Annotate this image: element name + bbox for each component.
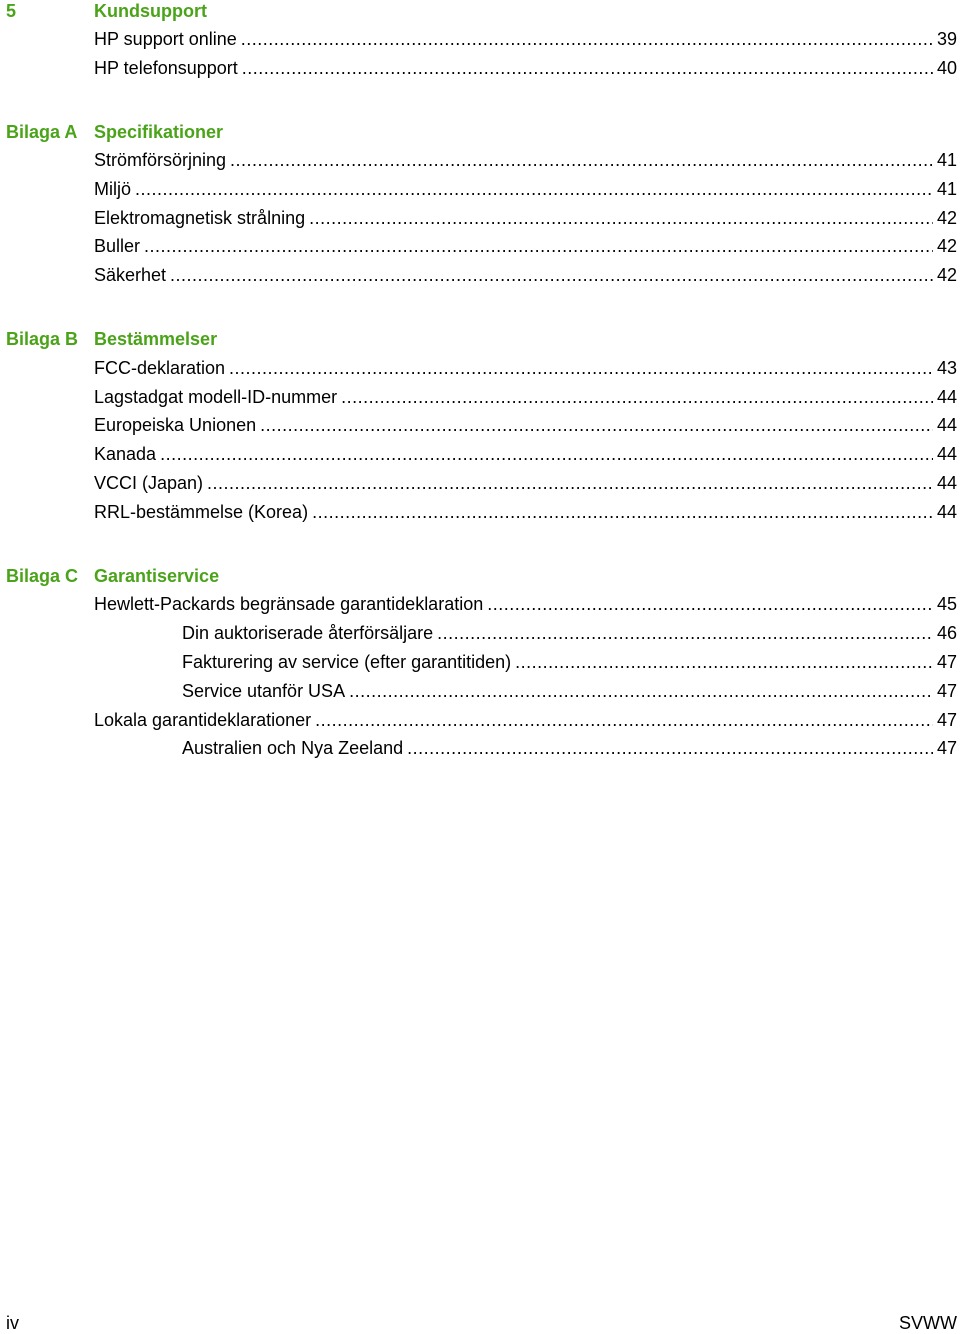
section-title: Garantiservice (94, 566, 220, 586)
toc-entry-label: HP telefonsupport (94, 58, 238, 78)
toc-entry[interactable] (94, 264, 957, 286)
toc-entry[interactable] (94, 709, 957, 731)
dot-leader (515, 651, 933, 673)
dot-leader (487, 593, 933, 615)
toc-entry-label: HP support online (94, 29, 237, 49)
toc-subentry[interactable] (182, 680, 957, 702)
dot-leader (260, 414, 933, 436)
footer-doc-id: SVWW (899, 1313, 957, 1333)
toc-entry[interactable] (94, 386, 957, 408)
section-heading[interactable] (6, 328, 218, 350)
toc-entry[interactable] (94, 28, 957, 50)
toc-entry-label: RRL-bestämmelse (Korea) (94, 502, 309, 522)
section-title: Bestämmelser (94, 329, 218, 349)
toc-subentry[interactable] (182, 622, 957, 644)
footer-page-number: iv (6, 1313, 19, 1333)
toc-entry-label: Kanada (94, 444, 157, 464)
toc-entry-page: 44 (936, 473, 957, 493)
toc-entry-page: 39 (936, 29, 957, 49)
toc-entry-label: Strömförsörjning (94, 150, 227, 170)
toc-entry-page: 47 (936, 710, 957, 730)
section-heading[interactable] (6, 121, 224, 143)
section-heading[interactable] (6, 0, 207, 22)
dot-leader (144, 235, 933, 257)
section-number: Bilaga C (6, 566, 79, 586)
toc-entry-label: Miljö (94, 179, 132, 199)
toc-entry-page: 43 (936, 358, 957, 378)
toc-subentry[interactable] (182, 651, 957, 673)
section-number: Bilaga B (6, 329, 79, 349)
toc-entry-label: Fakturering av service (efter garantitiden) (182, 652, 512, 672)
toc-entry-label: Australien och Nya Zeeland (182, 738, 404, 758)
toc-entry-label: Säkerhet (94, 265, 167, 285)
section-number: 5 (6, 1, 17, 21)
toc-entry[interactable] (94, 357, 957, 379)
dot-leader (207, 472, 933, 494)
toc-entry-label: Elektromagnetisk strålning (94, 208, 306, 228)
toc-entry-label: Buller (94, 236, 141, 256)
toc-entry-page: 42 (936, 236, 957, 256)
toc-entry-label: Service utanför USA (182, 681, 346, 701)
toc-entry[interactable] (94, 149, 957, 171)
dot-leader (170, 264, 933, 286)
dot-leader (229, 357, 933, 379)
dot-leader (160, 443, 933, 465)
toc-entry-page: 44 (936, 387, 957, 407)
dot-leader (349, 680, 933, 702)
section-heading[interactable] (6, 565, 220, 587)
toc-entry-page: 42 (936, 265, 957, 285)
toc-entry-page: 40 (936, 58, 957, 78)
dot-leader (309, 207, 933, 229)
toc-entry[interactable] (94, 235, 957, 257)
toc-entry-page: 45 (936, 594, 957, 614)
dot-leader (312, 501, 933, 523)
toc-entry-page: 46 (936, 623, 957, 643)
dot-leader (437, 622, 933, 644)
toc-entry-page: 41 (936, 179, 957, 199)
section-title: Kundsupport (94, 1, 207, 21)
toc-entry-label: Hewlett-Packards begränsade garantideklaration (94, 594, 484, 614)
toc-entry-page: 44 (936, 415, 957, 435)
toc-entry[interactable] (94, 178, 957, 200)
toc-entry[interactable] (94, 414, 957, 436)
toc-entry[interactable] (94, 501, 957, 523)
toc-entry-label: Lagstadgat modell-ID-nummer (94, 387, 338, 407)
toc-entry-page: 42 (936, 208, 957, 228)
toc-entry-page: 41 (936, 150, 957, 170)
dot-leader (230, 149, 933, 171)
dot-leader (242, 57, 933, 79)
toc-entry-page: 47 (936, 738, 957, 758)
toc-entry-label: FCC-deklaration (94, 358, 226, 378)
toc-entry-label: Din auktoriserade återförsäljare (182, 623, 434, 643)
toc-entry-page: 44 (936, 444, 957, 464)
toc-entry-page: 44 (936, 502, 957, 522)
toc-entry-page: 47 (936, 652, 957, 672)
toc-entry[interactable] (94, 472, 957, 494)
toc-entry[interactable] (94, 57, 957, 79)
dot-leader (241, 28, 933, 50)
toc-subentry[interactable] (182, 737, 957, 759)
toc-entry-label: Lokala garantideklarationer (94, 710, 312, 730)
section-number: Bilaga A (6, 122, 78, 142)
dot-leader (407, 737, 933, 759)
dot-leader (315, 709, 933, 731)
dot-leader (341, 386, 933, 408)
toc-entry[interactable] (94, 443, 957, 465)
toc-entry-label: Europeiska Unionen (94, 415, 257, 435)
toc-entry[interactable] (94, 207, 957, 229)
toc-entry-label: VCCI (Japan) (94, 473, 204, 493)
toc-entry-page: 47 (936, 681, 957, 701)
dot-leader (135, 178, 933, 200)
toc-entry[interactable] (94, 593, 957, 615)
section-title: Specifikationer (94, 122, 224, 142)
